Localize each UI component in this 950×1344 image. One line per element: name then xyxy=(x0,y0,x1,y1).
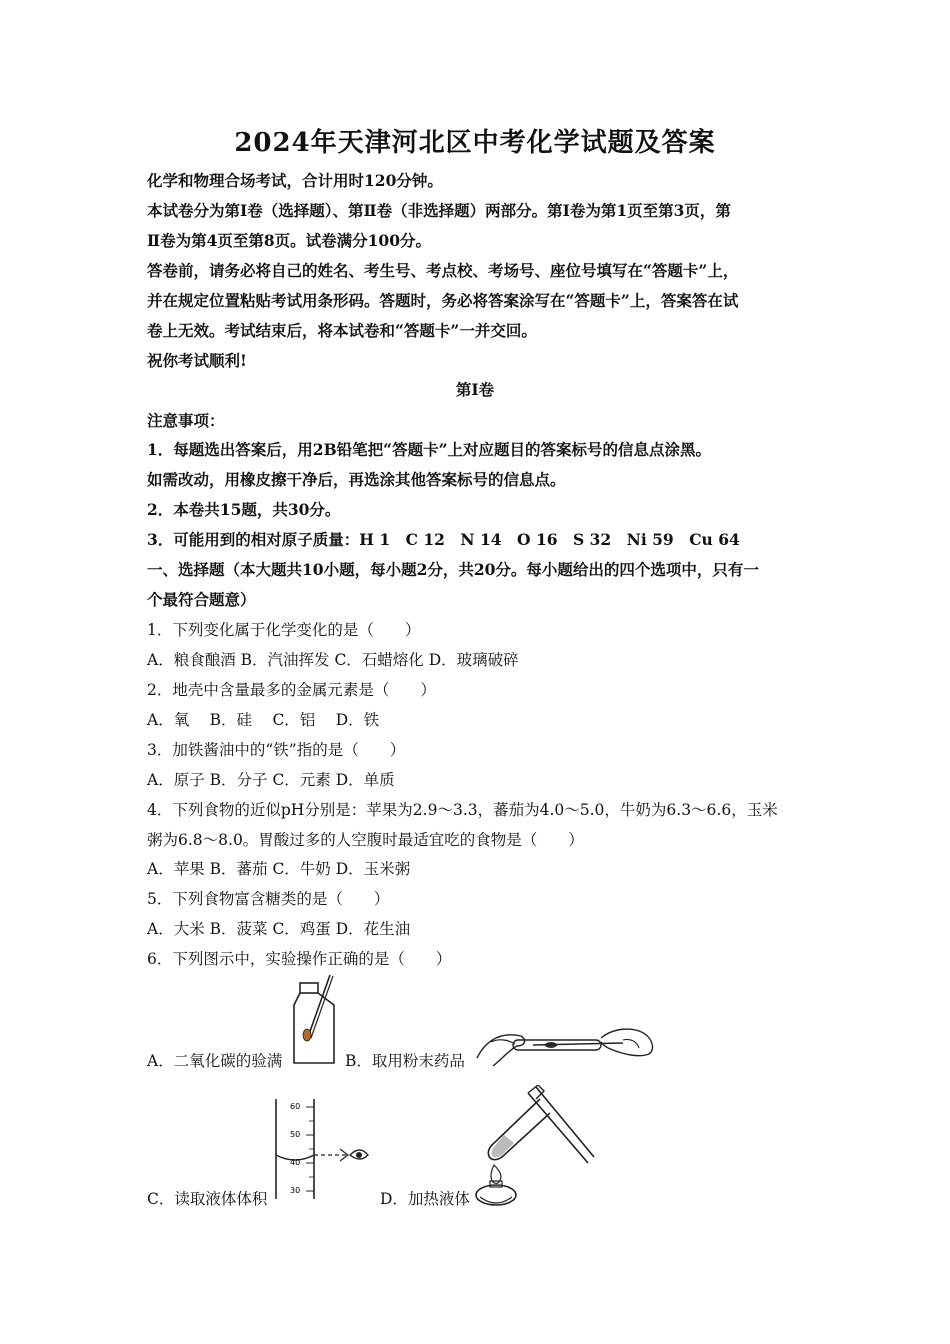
question-line: 2．地壳中含量最多的金属元素是（ ） xyxy=(147,681,436,699)
notes-line: 1．每题选出答案后，用2B铅笔把“答题卡”上对应题目的答案标号的信息点涂黑。 xyxy=(147,440,712,459)
question-line: A．大米 B．菠菜 C．鸡蛋 D．花生油 xyxy=(147,920,411,938)
option-c-label: C．读取液体体积 xyxy=(147,1190,268,1208)
powder-transfer-figure xyxy=(473,1018,658,1073)
cylinder-tick: 50 xyxy=(290,1130,301,1139)
section-title: 第Ⅰ卷 xyxy=(455,380,495,399)
option-a-label: A．二氧化碳的验满 xyxy=(147,1052,283,1070)
notes-line: 如需改动，用橡皮擦干净后，再选涂其他答案标号的信息点。 xyxy=(147,470,566,489)
notes-line: 2．本卷共15题，共30分。 xyxy=(147,500,341,519)
question-line: A．氧 B．硅 C．铝 D．铁 xyxy=(147,711,380,729)
notes-line: 注意事项： xyxy=(147,411,225,430)
question-line: 6．下列图示中，实验操作正确的是（ ） xyxy=(147,950,452,968)
question-line: 粥为6.8～8.0。胃酸过多的人空腹时最适宜吃的食物是（ ） xyxy=(147,831,584,849)
question-line: 4．下列食物的近似pH分别是：苹果为2.9～3.3，蕃茄为4.0～5.0，牛奶为6.3～6.6，玉米 xyxy=(147,801,778,819)
option-d-label: D．加热液体 xyxy=(380,1190,470,1208)
intro-line: 并在规定位置粘贴考试用条形码。答题时，务必将答案涂写在“答题卡”上，答案答在试 xyxy=(147,291,739,310)
option-b-label: B．取用粉末药品 xyxy=(345,1052,465,1070)
cylinder-tick: 30 xyxy=(290,1186,301,1195)
intro-line: 化学和物理合场考试，合计用时120分钟。 xyxy=(147,171,443,190)
question-line: 5．下列食物富含糖类的是（ ） xyxy=(147,890,390,908)
notes-line: 一、选择题（本大题共10小题，每小题2分，共20分。每小题给出的四个选项中，只有一 xyxy=(147,560,759,579)
intro-line: 卷上无效。考试结束后，将本试卷和“答题卡”一并交回。 xyxy=(147,321,537,340)
question-line: A．苹果 B．蕃茄 C．牛奶 D．玉米粥 xyxy=(147,860,411,878)
question-line: 1．下列变化属于化学变化的是（ ） xyxy=(147,621,421,639)
intro-line: 本试卷分为第Ⅰ卷（选择题）、第Ⅱ卷（非选择题）两部分。第Ⅰ卷为第1页至第3页，第 xyxy=(147,201,731,220)
intro-line: 答卷前，请务必将自己的姓名、考生号、考点校、考场号、座位号填写在“答题卡”上， xyxy=(147,261,739,280)
graduated-cylinder-figure xyxy=(268,1095,378,1205)
question-line: 3．加铁酱油中的“铁”指的是（ ） xyxy=(147,741,406,759)
cylinder-tick: 40 xyxy=(290,1158,301,1167)
intro-line: Ⅱ卷为第4页至第8页。试卷满分100分。 xyxy=(147,231,431,250)
notes-line: 个最符合题意） xyxy=(147,590,256,609)
question-line: A．原子 B．分子 C．元素 D．单质 xyxy=(147,771,395,789)
notes-line: 3．可能用到的相对原子质量：H 1 C 12 N 14 O 16 S 32 Ni 59 Cu 64 xyxy=(147,530,740,549)
question-line: A．粮食酿酒 B．汽油挥发 C．石蜡熔化 D．玻璃破碎 xyxy=(147,651,519,669)
heating-liquid-figure xyxy=(470,1085,600,1210)
gas-bottle-figure xyxy=(290,975,340,1070)
cylinder-tick: 60 xyxy=(290,1102,301,1111)
intro-line: 祝你考试顺利! xyxy=(147,351,247,370)
page-title: 2024年天津河北区中考化学试题及答案 xyxy=(234,128,716,158)
